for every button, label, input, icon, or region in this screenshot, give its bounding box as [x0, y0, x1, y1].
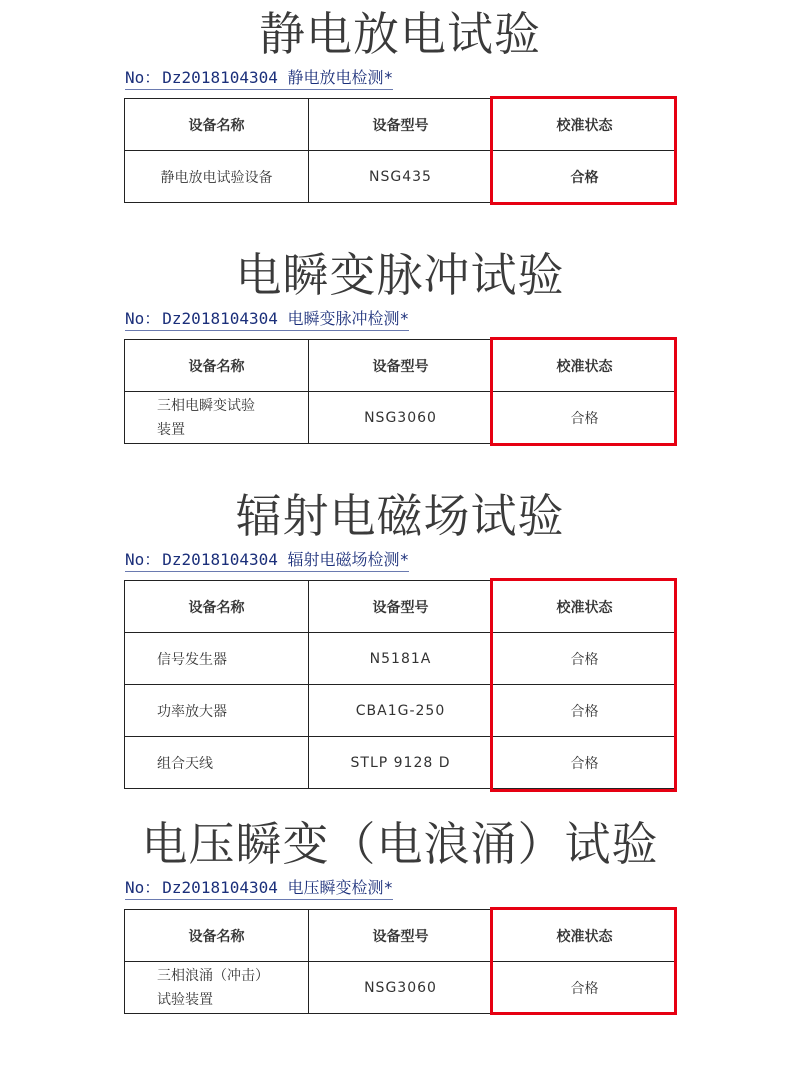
- report-no-prefix: No：: [125, 68, 161, 87]
- table-row: [125, 151, 677, 203]
- header-calibration-status: 校准状态: [493, 581, 677, 633]
- calibration-status: 合格: [493, 962, 677, 1014]
- calibration-status: 合格: [493, 685, 677, 737]
- header-equipment-model: 设备型号: [309, 99, 493, 151]
- table-header-row: [125, 581, 677, 633]
- header-equipment-model: 设备型号: [309, 910, 493, 962]
- equipment-model: NSG435: [309, 151, 493, 203]
- calibration-status: 合格: [493, 633, 677, 685]
- table-header-row: [125, 340, 677, 392]
- table-header-row: [125, 99, 677, 151]
- table-row: [125, 962, 677, 1014]
- equipment-name: 组合天线: [125, 737, 309, 789]
- section-title: 电瞬变脉冲试验: [235, 248, 565, 302]
- section-title: 静电放电试验: [259, 7, 541, 61]
- equipment-table: [124, 580, 677, 789]
- report-no-prefix: No：: [125, 309, 161, 328]
- table-header-row: [125, 910, 677, 962]
- header-equipment-name: 设备名称: [125, 581, 309, 633]
- equipment-name: 功率放大器: [125, 685, 309, 737]
- report-no-text: Dz2018104304 电瞬变脉冲检测*: [162, 309, 410, 328]
- report-number: [125, 309, 409, 331]
- report-number: [125, 550, 409, 572]
- report-no-text: Dz2018104304 辐射电磁场检测*: [162, 550, 410, 569]
- header-equipment-name: 设备名称: [125, 340, 309, 392]
- calibration-status: 合格: [493, 151, 677, 203]
- header-equipment-model: 设备型号: [309, 581, 493, 633]
- equipment-model: NSG3060: [309, 392, 493, 444]
- header-calibration-status: 校准状态: [493, 99, 677, 151]
- table-row: [125, 392, 677, 444]
- report-no-text: Dz2018104304 静电放电检测*: [162, 68, 394, 87]
- equipment-model: STLP 9128 D: [309, 737, 493, 789]
- equipment-table: [124, 339, 677, 444]
- equipment-name: 三相电瞬变试验 装置: [125, 392, 309, 444]
- header-equipment-model: 设备型号: [309, 340, 493, 392]
- report-number: [125, 878, 393, 900]
- calibration-status: 合格: [493, 737, 677, 789]
- equipment-model: CBA1G-250: [309, 685, 493, 737]
- equipment-model: NSG3060: [309, 962, 493, 1014]
- header-calibration-status: 校准状态: [493, 340, 677, 392]
- table-row: [125, 633, 677, 685]
- header-equipment-name: 设备名称: [125, 99, 309, 151]
- header-equipment-name: 设备名称: [125, 910, 309, 962]
- table-row: [125, 685, 677, 737]
- equipment-name: 三相浪涌（冲击） 试验装置: [125, 962, 309, 1014]
- report-no-prefix: No：: [125, 878, 161, 897]
- report-no-prefix: No：: [125, 550, 161, 569]
- section-title: 电压瞬变（电浪涌）试验: [141, 817, 659, 871]
- section-title: 辐射电磁场试验: [235, 489, 565, 543]
- report-no-text: Dz2018104304 电压瞬变检测*: [162, 878, 394, 897]
- report-number: [125, 68, 393, 90]
- table-row: [125, 737, 677, 789]
- equipment-table: [124, 98, 677, 203]
- header-calibration-status: 校准状态: [493, 910, 677, 962]
- calibration-status: 合格: [493, 392, 677, 444]
- equipment-table: [124, 909, 677, 1014]
- equipment-name: 信号发生器: [125, 633, 309, 685]
- equipment-name: 静电放电试验设备: [125, 151, 309, 203]
- equipment-model: N5181A: [309, 633, 493, 685]
